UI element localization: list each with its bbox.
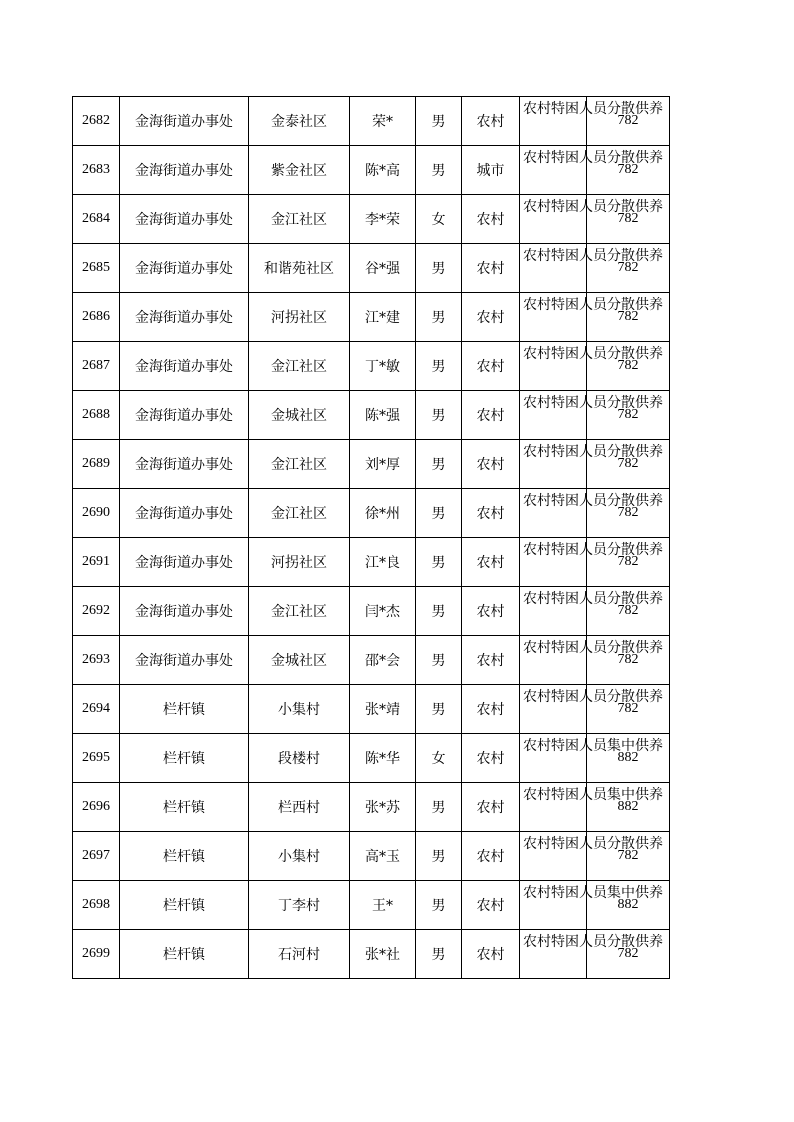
serial-number-cell: 2695: [73, 734, 120, 783]
person-name-cell: 徐*州: [350, 489, 416, 538]
amount-cell: 782: [587, 293, 670, 342]
household-type-cell: 农村: [462, 489, 520, 538]
town-cell: 金海街道办事处: [120, 440, 249, 489]
gender-cell: 男: [416, 685, 462, 734]
town-cell: 金海街道办事处: [120, 538, 249, 587]
community-cell: 金江社区: [249, 195, 350, 244]
serial-number-cell: 2682: [73, 97, 120, 146]
serial-number-cell: 2698: [73, 881, 120, 930]
town-cell: 金海街道办事处: [120, 636, 249, 685]
support-type-text: 农村特困人员分散供养: [523, 297, 663, 313]
town-cell: 金海街道办事处: [120, 391, 249, 440]
serial-number-cell: 2697: [73, 832, 120, 881]
town-cell: 栏杆镇: [120, 930, 249, 979]
community-cell: 河拐社区: [249, 293, 350, 342]
serial-number-cell: 2691: [73, 538, 120, 587]
person-name-cell: 陈*强: [350, 391, 416, 440]
community-cell: 金江社区: [249, 440, 350, 489]
support-type-text: 农村特困人员集中供养: [523, 738, 663, 754]
amount-cell: 782: [587, 489, 670, 538]
amount-cell: 882: [587, 783, 670, 832]
community-cell: 小集村: [249, 832, 350, 881]
serial-number-cell: 2684: [73, 195, 120, 244]
table-row: [73, 930, 670, 979]
table-row: [73, 440, 670, 489]
gender-cell: 男: [416, 636, 462, 685]
serial-number-cell: 2696: [73, 783, 120, 832]
person-name-cell: 高*玉: [350, 832, 416, 881]
table-row: [73, 636, 670, 685]
amount-cell: 782: [587, 440, 670, 489]
amount-cell: 782: [587, 195, 670, 244]
roster-body: [73, 97, 670, 979]
gender-cell: 男: [416, 587, 462, 636]
gender-cell: 女: [416, 195, 462, 244]
gender-cell: 男: [416, 293, 462, 342]
table-row: [73, 734, 670, 783]
town-cell: 金海街道办事处: [120, 342, 249, 391]
person-name-cell: 荣*: [350, 97, 416, 146]
household-type-cell: 农村: [462, 783, 520, 832]
serial-number-cell: 2694: [73, 685, 120, 734]
town-cell: 栏杆镇: [120, 783, 249, 832]
community-cell: 丁李村: [249, 881, 350, 930]
community-cell: 栏西村: [249, 783, 350, 832]
town-cell: 金海街道办事处: [120, 489, 249, 538]
town-cell: 金海街道办事处: [120, 587, 249, 636]
town-cell: 金海街道办事处: [120, 97, 249, 146]
serial-number-cell: 2687: [73, 342, 120, 391]
household-type-cell: 农村: [462, 881, 520, 930]
amount-cell: 782: [587, 391, 670, 440]
gender-cell: 男: [416, 146, 462, 195]
support-type-text: 农村特困人员集中供养: [523, 885, 663, 901]
person-name-cell: 陈*高: [350, 146, 416, 195]
serial-number-cell: 2685: [73, 244, 120, 293]
serial-number-cell: 2699: [73, 930, 120, 979]
support-type-text: 农村特困人员分散供养: [523, 934, 663, 950]
gender-cell: 男: [416, 538, 462, 587]
household-type-cell: 城市: [462, 146, 520, 195]
household-type-cell: 农村: [462, 734, 520, 783]
support-type-text: 农村特困人员分散供养: [523, 836, 663, 852]
gender-cell: 男: [416, 244, 462, 293]
amount-cell: 782: [587, 97, 670, 146]
amount-cell: 782: [587, 832, 670, 881]
person-name-cell: 刘*厚: [350, 440, 416, 489]
amount-cell: 882: [587, 881, 670, 930]
gender-cell: 男: [416, 489, 462, 538]
amount-cell: 782: [587, 342, 670, 391]
table-row: [73, 293, 670, 342]
person-name-cell: 张*社: [350, 930, 416, 979]
table-row: [73, 783, 670, 832]
town-cell: 栏杆镇: [120, 832, 249, 881]
person-name-cell: 江*良: [350, 538, 416, 587]
person-name-cell: 王*: [350, 881, 416, 930]
support-type-text: 农村特困人员分散供养: [523, 444, 663, 460]
household-type-cell: 农村: [462, 636, 520, 685]
household-type-cell: 农村: [462, 930, 520, 979]
person-name-cell: 张*靖: [350, 685, 416, 734]
serial-number-cell: 2688: [73, 391, 120, 440]
support-type-text: 农村特困人员集中供养: [523, 787, 663, 803]
community-cell: 和谐苑社区: [249, 244, 350, 293]
community-cell: 金城社区: [249, 391, 350, 440]
gender-cell: 男: [416, 391, 462, 440]
support-type-text: 农村特困人员分散供养: [523, 493, 663, 509]
person-name-cell: 江*建: [350, 293, 416, 342]
serial-number-cell: 2693: [73, 636, 120, 685]
table-row: [73, 685, 670, 734]
amount-cell: 782: [587, 244, 670, 293]
support-type-text: 农村特困人员分散供养: [523, 346, 663, 362]
gender-cell: 女: [416, 734, 462, 783]
household-type-cell: 农村: [462, 97, 520, 146]
serial-number-cell: 2692: [73, 587, 120, 636]
community-cell: 紫金社区: [249, 146, 350, 195]
person-name-cell: 闫*杰: [350, 587, 416, 636]
gender-cell: 男: [416, 783, 462, 832]
community-cell: 金江社区: [249, 342, 350, 391]
household-type-cell: 农村: [462, 587, 520, 636]
town-cell: 栏杆镇: [120, 881, 249, 930]
household-type-cell: 农村: [462, 391, 520, 440]
person-name-cell: 陈*华: [350, 734, 416, 783]
support-type-text: 农村特困人员分散供养: [523, 248, 663, 264]
support-type-text: 农村特困人员分散供养: [523, 395, 663, 411]
table-row: [73, 146, 670, 195]
table-row: [73, 489, 670, 538]
support-type-text: 农村特困人员分散供养: [523, 591, 663, 607]
amount-cell: 782: [587, 146, 670, 195]
table-row: [73, 244, 670, 293]
community-cell: 金江社区: [249, 489, 350, 538]
community-cell: 段楼村: [249, 734, 350, 783]
amount-cell: 782: [587, 587, 670, 636]
town-cell: 金海街道办事处: [120, 244, 249, 293]
household-type-cell: 农村: [462, 685, 520, 734]
community-cell: 金泰社区: [249, 97, 350, 146]
person-name-cell: 谷*强: [350, 244, 416, 293]
household-type-cell: 农村: [462, 342, 520, 391]
town-cell: 金海街道办事处: [120, 195, 249, 244]
person-name-cell: 李*荣: [350, 195, 416, 244]
amount-cell: 782: [587, 538, 670, 587]
support-type-text: 农村特困人员分散供养: [523, 101, 663, 117]
household-type-cell: 农村: [462, 293, 520, 342]
community-cell: 金江社区: [249, 587, 350, 636]
household-type-cell: 农村: [462, 195, 520, 244]
person-name-cell: 丁*敏: [350, 342, 416, 391]
table-row: [73, 342, 670, 391]
support-type-text: 农村特困人员分散供养: [523, 542, 663, 558]
person-name-cell: 张*苏: [350, 783, 416, 832]
gender-cell: 男: [416, 440, 462, 489]
table-row: [73, 195, 670, 244]
amount-cell: 882: [587, 734, 670, 783]
gender-cell: 男: [416, 342, 462, 391]
gender-cell: 男: [416, 97, 462, 146]
amount-cell: 782: [587, 636, 670, 685]
household-type-cell: 农村: [462, 538, 520, 587]
community-cell: 石河村: [249, 930, 350, 979]
roster-table: [72, 96, 670, 979]
amount-cell: 782: [587, 930, 670, 979]
table-row: [73, 881, 670, 930]
serial-number-cell: 2690: [73, 489, 120, 538]
table-row: [73, 391, 670, 440]
community-cell: 金城社区: [249, 636, 350, 685]
support-type-text: 农村特困人员分散供养: [523, 640, 663, 656]
household-type-cell: 农村: [462, 832, 520, 881]
gender-cell: 男: [416, 930, 462, 979]
town-cell: 金海街道办事处: [120, 293, 249, 342]
table-row: [73, 587, 670, 636]
serial-number-cell: 2683: [73, 146, 120, 195]
support-type-text: 农村特困人员分散供养: [523, 150, 663, 166]
household-type-cell: 农村: [462, 440, 520, 489]
community-cell: 河拐社区: [249, 538, 350, 587]
table-row: [73, 97, 670, 146]
community-cell: 小集村: [249, 685, 350, 734]
table-row: [73, 538, 670, 587]
support-type-text: 农村特困人员分散供养: [523, 199, 663, 215]
person-name-cell: 邵*会: [350, 636, 416, 685]
town-cell: 金海街道办事处: [120, 146, 249, 195]
household-type-cell: 农村: [462, 244, 520, 293]
town-cell: 栏杆镇: [120, 734, 249, 783]
support-type-text: 农村特困人员分散供养: [523, 689, 663, 705]
gender-cell: 男: [416, 832, 462, 881]
serial-number-cell: 2686: [73, 293, 120, 342]
serial-number-cell: 2689: [73, 440, 120, 489]
table-row: [73, 832, 670, 881]
gender-cell: 男: [416, 881, 462, 930]
town-cell: 栏杆镇: [120, 685, 249, 734]
amount-cell: 782: [587, 685, 670, 734]
